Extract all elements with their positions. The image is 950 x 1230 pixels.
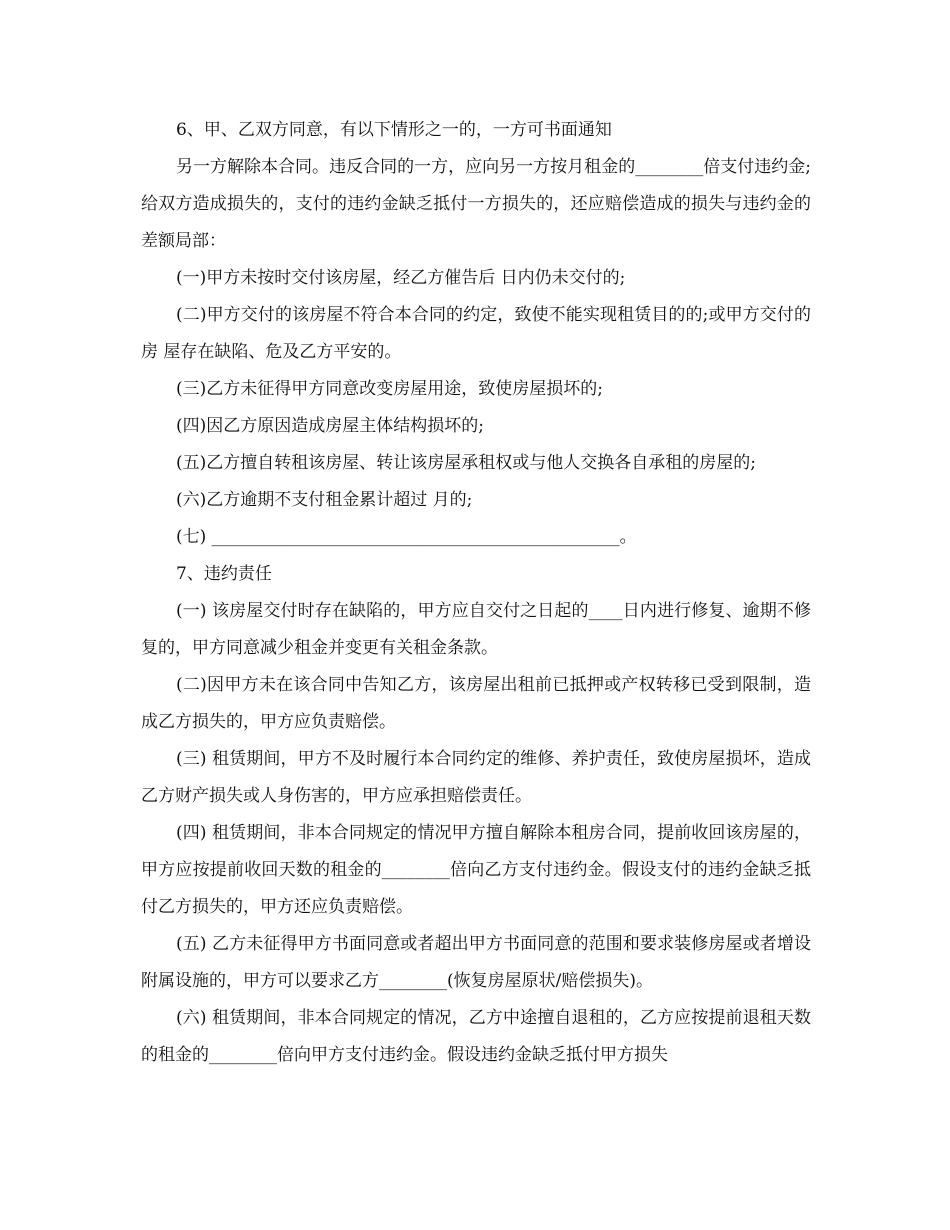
paragraph-liability-1: (一) 该房屋交付时存在缺陷的，甲方应自交付之日起的____日内进行修复、逾期不修复的，甲方同意减少租金并变更有关租金条款。 <box>141 601 811 658</box>
paragraph-item-7: (七) ________________________________________________。 <box>176 527 637 547</box>
section-heading-liability: 7、违约责任 <box>176 564 272 584</box>
document-body <box>141 112 811 1074</box>
paragraph-item-3: (三)乙方未征得甲方同意改变房屋用途，致使房屋损坏的; <box>176 379 603 399</box>
paragraph-liability-5: (五) 乙方未征得甲方书面同意或者超出甲方书面同意的范围和要求装修房屋或者增设附属设施的，甲方可以要求乙方________(恢复房屋原状/赔偿损失)。 <box>141 934 811 991</box>
paragraph-liability-3: (三) 租赁期间，甲方不及时履行本合同约定的维修、养护责任，致使房屋损坏，造成乙方财产损失或人身伤害的，甲方应承担赔偿责任。 <box>141 749 811 806</box>
paragraph-item-5: (五)乙方擅自转租该房屋、转让该房屋承租权或与他人交换各自承租的房屋的; <box>176 453 756 473</box>
paragraph-item-2: (二)甲方交付的该房屋不符合本合同的约定，致使不能实现租赁目的的;或甲方交付的房 屋存在缺陷、危及乙方平安的。 <box>141 305 811 362</box>
paragraph-item-1: (一)甲方未按时交付该房屋，经乙方催告后 日内仍未交付的; <box>176 268 626 288</box>
paragraph-item-6: (六)乙方逾期不支付租金累计超过 月的; <box>176 490 473 510</box>
paragraph-liability-2: (二)因甲方未在该合同中告知乙方，该房屋出租前已抵押或产权转移已受到限制，造成乙方损失的，甲方应负责赔偿。 <box>141 675 811 732</box>
paragraph-item-4: (四)因乙方原因造成房屋主体结构损坏的; <box>176 416 484 436</box>
paragraph-clause-6-penalty: 另一方解除本合同。违反合同的一方，应向另一方按月租金的________倍支付违约金;给双方造成损失的，支付的违约金缺乏抵付一方损失的，还应赔偿造成的损失与违约金的差额局部： <box>141 157 811 251</box>
paragraph-liability-6: (六) 租赁期间，非本合同规定的情况，乙方中途擅自退租的，乙方应按提前退租天数的租金的________倍向甲方支付违约金。假设违约金缺乏抵付甲方损失 <box>141 1008 811 1065</box>
paragraph-liability-4: (四) 租赁期间，非本合同规定的情况甲方擅自解除本租房合同，提前收回该房屋的，甲方应按提前收回天数的租金的________倍向乙方支付违约金。假设支付的违约金缺乏抵付乙方损失的，甲方还应负责赔偿。 <box>141 823 811 917</box>
paragraph-clause-6-intro: 6、甲、乙双方同意，有以下情形之一的，一方可书面通知 <box>176 120 612 140</box>
